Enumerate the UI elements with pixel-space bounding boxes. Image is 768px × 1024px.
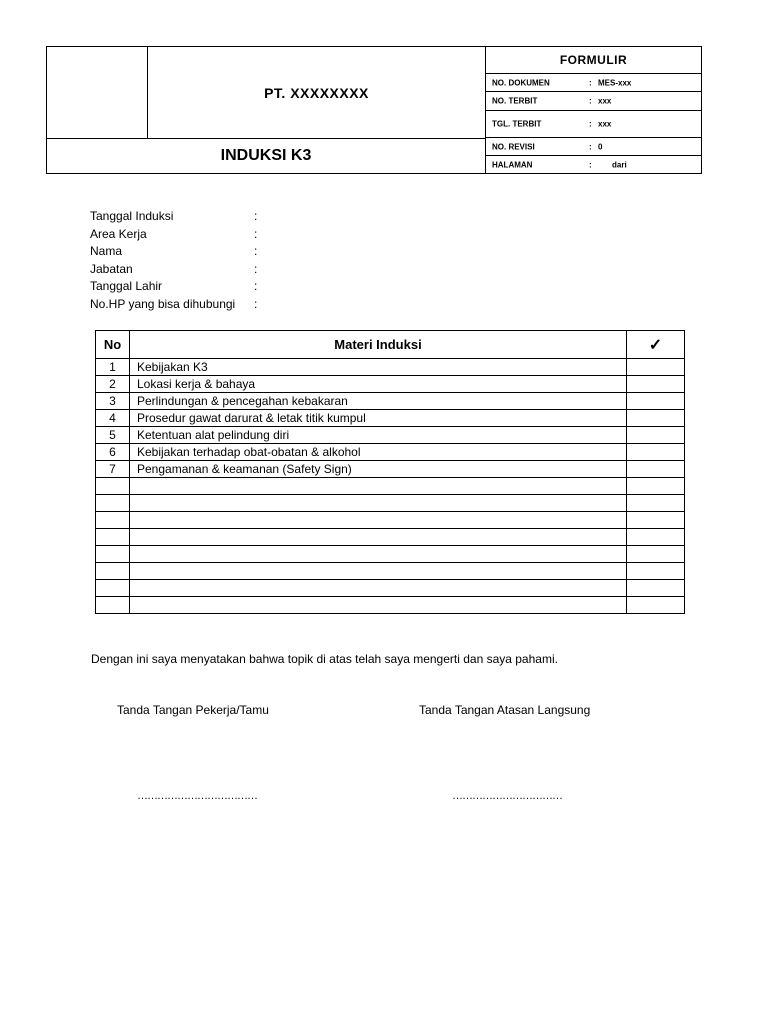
form-meta: [486, 47, 701, 173]
field-colon: :: [254, 226, 258, 241]
meta-colon: :: [589, 119, 592, 129]
row-materi: [130, 597, 627, 614]
document-title: INDUKSI K3: [47, 139, 486, 173]
row-check-cell[interactable]: [627, 393, 685, 410]
meta-value: 0: [598, 142, 603, 151]
table-row: [96, 376, 685, 393]
row-number: 7: [96, 461, 130, 478]
field-label: Jabatan: [90, 261, 133, 276]
field-colon: :: [254, 261, 258, 276]
row-number: [96, 597, 130, 614]
meta-row-dokumen: [486, 74, 701, 92]
meta-colon: :: [589, 96, 592, 106]
row-materi: Ketentuan alat pelindung diri: [130, 427, 627, 444]
identity-fields: [90, 208, 290, 313]
field-colon: :: [254, 296, 258, 311]
meta-value: xxx: [598, 119, 612, 129]
meta-value: xxx: [598, 96, 612, 106]
row-materi: [130, 529, 627, 546]
row-materi: Prosedur gawat darurat & letak titik kumpul: [130, 410, 627, 427]
row-materi: [130, 495, 627, 512]
meta-value: MES-xxx: [598, 78, 632, 87]
row-number: 1: [96, 359, 130, 376]
table-row: [96, 512, 685, 529]
statement-text: Dengan ini saya menyatakan bahwa topik di atas telah saya mengerti dan saya pahami.: [91, 652, 558, 666]
row-check-cell[interactable]: [627, 427, 685, 444]
row-check-cell[interactable]: [627, 597, 685, 614]
row-number: 3: [96, 393, 130, 410]
table-row: [96, 597, 685, 614]
meta-row-revisi: [486, 138, 701, 156]
row-materi: Pengamanan & keamanan (Safety Sign): [130, 461, 627, 478]
supervisor-signature-line[interactable]: ……………………………: [452, 790, 562, 802]
row-check-cell[interactable]: [627, 546, 685, 563]
row-number: [96, 580, 130, 597]
meta-row-halaman: [486, 156, 701, 173]
worker-signature-label: Tanda Tangan Pekerja/Tamu: [117, 703, 269, 717]
row-check-cell[interactable]: [627, 529, 685, 546]
checkmark-icon: ✓: [627, 331, 685, 359]
row-materi: Kebijakan K3: [130, 359, 627, 376]
row-materi: [130, 478, 627, 495]
table-row: [96, 427, 685, 444]
row-check-cell[interactable]: [627, 444, 685, 461]
row-number: [96, 495, 130, 512]
meta-colon: :: [589, 78, 592, 87]
row-materi: [130, 563, 627, 580]
field-colon: :: [254, 209, 258, 223]
field-area-kerja[interactable]: [90, 226, 290, 244]
table-row: [96, 444, 685, 461]
table-row: [96, 529, 685, 546]
row-number: [96, 512, 130, 529]
table-row: [96, 410, 685, 427]
supervisor-signature-label: Tanda Tangan Atasan Langsung: [419, 703, 591, 717]
table-row: [96, 461, 685, 478]
company-name: PT. XXXXXXXX: [148, 47, 486, 138]
row-check-cell[interactable]: [627, 461, 685, 478]
row-check-cell[interactable]: [627, 495, 685, 512]
field-jabatan[interactable]: [90, 261, 290, 279]
table-row: [96, 359, 685, 376]
meta-row-terbit: [486, 92, 701, 111]
field-label: Tanggal Lahir: [90, 279, 163, 293]
worker-signature-line[interactable]: ………………………………: [137, 790, 257, 802]
row-number: 2: [96, 376, 130, 393]
row-check-cell[interactable]: [627, 512, 685, 529]
field-nama[interactable]: [90, 243, 290, 261]
row-materi: Perlindungan & pencegahan kebakaran: [130, 393, 627, 410]
row-number: 4: [96, 410, 130, 427]
table-row: [96, 580, 685, 597]
field-no-hp[interactable]: [90, 296, 290, 314]
table-header-row: [96, 331, 685, 359]
meta-label: TGL. TERBIT: [492, 119, 542, 129]
field-label: Area Kerja: [90, 226, 147, 241]
column-header-materi: Materi Induksi: [130, 331, 627, 359]
row-materi: Lokasi kerja & bahaya: [130, 376, 627, 393]
row-check-cell[interactable]: [627, 580, 685, 597]
row-number: 5: [96, 427, 130, 444]
field-colon: :: [254, 279, 258, 293]
row-number: [96, 478, 130, 495]
document-header: [46, 46, 702, 174]
row-check-cell[interactable]: [627, 376, 685, 393]
row-check-cell[interactable]: [627, 359, 685, 376]
table-row: [96, 393, 685, 410]
materi-table: [95, 330, 685, 614]
table-row: [96, 563, 685, 580]
row-materi: [130, 546, 627, 563]
row-check-cell[interactable]: [627, 410, 685, 427]
meta-row-tgl-terbit: [486, 111, 701, 138]
field-tanggal-lahir[interactable]: [90, 278, 290, 296]
form-title: FORMULIR: [486, 47, 701, 74]
field-label: Nama: [90, 244, 123, 258]
row-number: [96, 529, 130, 546]
row-materi: [130, 512, 627, 529]
row-materi: Kebijakan terhadap obat-obatan & alkohol: [130, 444, 627, 461]
row-check-cell[interactable]: [627, 478, 685, 495]
meta-value: dari: [612, 160, 627, 169]
table-row: [96, 478, 685, 495]
field-label: Tanggal Induksi: [90, 209, 174, 223]
field-tanggal-induksi[interactable]: [90, 208, 290, 226]
field-colon: :: [254, 244, 258, 258]
field-label: No.HP yang bisa dihubungi: [90, 296, 236, 311]
meta-label: NO. TERBIT: [492, 96, 538, 106]
row-number: [96, 546, 130, 563]
row-number: 6: [96, 444, 130, 461]
column-header-no: No: [96, 331, 130, 359]
logo-cell: [47, 47, 148, 138]
meta-label: HALAMAN: [492, 160, 533, 169]
meta-colon: :: [589, 142, 592, 151]
meta-label: NO. REVISI: [492, 142, 535, 151]
meta-colon: :: [589, 160, 592, 169]
meta-label: NO. DOKUMEN: [492, 78, 550, 87]
row-materi: [130, 580, 627, 597]
table-row: [96, 546, 685, 563]
row-number: [96, 563, 130, 580]
table-row: [96, 495, 685, 512]
row-check-cell[interactable]: [627, 563, 685, 580]
